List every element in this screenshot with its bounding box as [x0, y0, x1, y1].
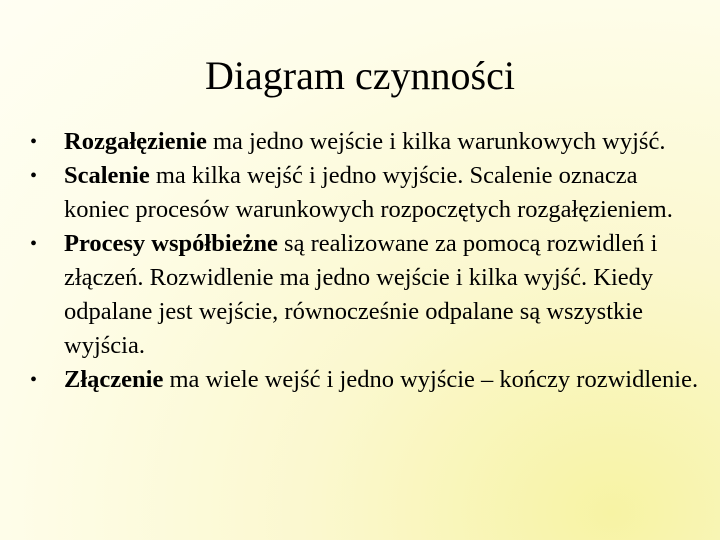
bullet-icon: • — [30, 369, 38, 391]
bullet-text: są realizowane za pomocą rozwidleń i złączeń. Rozwidlenie ma jedno wejście i kilka wyjść. Kiedy odpalane jest wejście, równocześnie odpalane są wszystkie wyjścia. — [64, 230, 658, 359]
bullet-icon: • — [30, 131, 38, 153]
bullet-item-zlaczenie — [30, 363, 700, 397]
bullet-text: ma wiele wejść i jedno wyjście – kończy rozwidlenie. — [163, 366, 699, 393]
bullet-item-scalenie — [30, 159, 700, 227]
bullet-list — [30, 125, 700, 397]
bullet-term: Procesy współbieżne — [64, 230, 278, 257]
bullet-term: Scalenie — [64, 162, 150, 189]
bullet-item-procesy-wspolbiezne — [30, 227, 700, 363]
bullet-term: Złączenie — [64, 366, 164, 393]
bullet-term: Rozgałęzienie — [64, 128, 207, 155]
bullet-text: ma jedno wejście i kilka warunkowych wyjść. — [206, 128, 666, 155]
slide-title: Diagram czynności — [205, 53, 515, 98]
bullet-text: ma kilka wejść i jedno wyjście. Scalenie oznacza koniec procesów warunkowych rozpoczętych rozgałęzieniem. — [64, 162, 673, 223]
bullet-item-rozgalezienie — [30, 125, 700, 159]
bullet-icon: • — [30, 165, 38, 187]
bullet-icon: • — [30, 233, 38, 255]
